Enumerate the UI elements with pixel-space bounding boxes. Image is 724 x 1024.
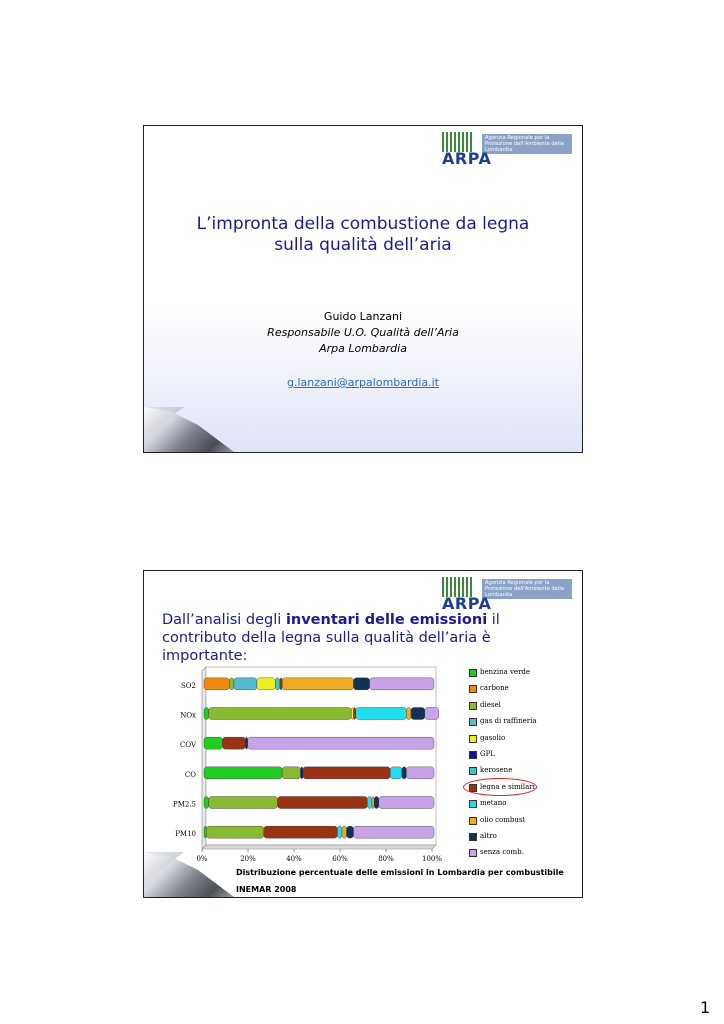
logo-wordmark: ARPA bbox=[442, 594, 492, 613]
bar-segment bbox=[275, 678, 280, 690]
logo-agency-text: Agenzia Regionale per la Protezione dell'Ambiente della Lombardia bbox=[482, 579, 572, 599]
bar-segment bbox=[342, 826, 347, 838]
bar-segment bbox=[351, 708, 353, 720]
bar-segment bbox=[347, 826, 354, 838]
bar-segment bbox=[234, 678, 257, 690]
chart-side-wall bbox=[202, 667, 206, 849]
legend-label: kerosene bbox=[480, 766, 513, 775]
bar-segment bbox=[406, 767, 434, 779]
bar-segment bbox=[206, 826, 263, 838]
bar-segment bbox=[390, 767, 402, 779]
x-tick-label: 100% bbox=[421, 855, 443, 863]
bar-segment bbox=[204, 678, 229, 690]
category-label: COV bbox=[179, 741, 196, 750]
bar-segment bbox=[257, 678, 275, 690]
bar-segment bbox=[367, 797, 372, 809]
bar-segment bbox=[282, 678, 353, 690]
bar-segment bbox=[372, 797, 374, 809]
chart-caption: Distribuzione percentuale delle emissioni in Lombardia per combustibile bbox=[236, 868, 564, 877]
author-org: Arpa Lombardia bbox=[319, 342, 407, 355]
legend-swatch bbox=[469, 849, 477, 857]
slide-emissions bbox=[143, 570, 583, 898]
bar-segment bbox=[337, 826, 342, 838]
slide-title bbox=[143, 125, 583, 453]
legend-label: carbone bbox=[480, 684, 509, 693]
legend-swatch bbox=[469, 735, 477, 743]
bar-segment bbox=[248, 737, 434, 749]
bar-segment bbox=[356, 708, 407, 720]
legend-swatch bbox=[469, 751, 477, 759]
bar-segment bbox=[209, 797, 278, 809]
author-role: Responsabile U.O. Qualità dell’Aria bbox=[267, 326, 459, 339]
bar-segment bbox=[245, 737, 247, 749]
heading-part-1: Dall’analisi degli bbox=[162, 612, 286, 628]
chart-floor bbox=[202, 845, 436, 849]
x-tick-label: 40% bbox=[286, 855, 302, 863]
legend-swatch bbox=[469, 767, 477, 775]
title-line-1: L’impronta della combustione da legna bbox=[196, 214, 530, 234]
x-tick-label: 60% bbox=[332, 855, 348, 863]
x-tick-label: 0% bbox=[196, 855, 208, 863]
bar-segment bbox=[222, 737, 245, 749]
legend-swatch bbox=[469, 685, 477, 693]
bar-segment bbox=[425, 708, 439, 720]
logo-wordmark: ARPA bbox=[442, 149, 492, 168]
bar-segment bbox=[229, 678, 234, 690]
legend-label: olio combust bbox=[480, 815, 526, 824]
bar-segment bbox=[204, 708, 209, 720]
bar-segment bbox=[354, 678, 370, 690]
author-name: Guido Lanzani bbox=[323, 310, 403, 323]
page-number: 1 bbox=[700, 998, 711, 1017]
legend-label: metano bbox=[480, 799, 507, 808]
arpa-logo bbox=[442, 132, 572, 168]
category-label: PM2.5 bbox=[172, 800, 196, 809]
bar-segment bbox=[354, 826, 435, 838]
legend-label: gas di raffineria bbox=[480, 717, 537, 726]
legend-swatch bbox=[469, 800, 477, 808]
chart-back-wall bbox=[206, 667, 436, 845]
legend-swatch bbox=[469, 817, 477, 825]
bar-segment bbox=[264, 826, 338, 838]
category-label: CO bbox=[184, 770, 196, 779]
legend-label: GPL bbox=[480, 750, 495, 758]
slide-title-text bbox=[184, 214, 542, 256]
bar-segment bbox=[301, 767, 303, 779]
legend-label: altro bbox=[480, 832, 497, 840]
legend-swatch bbox=[469, 718, 477, 726]
legend-label: legna e similari bbox=[480, 782, 535, 791]
page-curl-graphic bbox=[144, 407, 234, 452]
highlight-ellipse bbox=[463, 778, 537, 796]
bar-segment bbox=[280, 678, 282, 690]
x-tick-label: 80% bbox=[378, 855, 394, 863]
bar-segment bbox=[204, 767, 282, 779]
legend-swatch bbox=[469, 669, 477, 677]
author-block bbox=[144, 309, 582, 357]
bar-segment bbox=[204, 797, 209, 809]
legend-swatch bbox=[469, 833, 477, 841]
legend-label: diesel bbox=[480, 700, 501, 709]
bar-segment bbox=[278, 797, 368, 809]
title-line-2: sulla qualità dell’aria bbox=[274, 235, 452, 255]
heading-part-2: il contributo della legna sulla qualità dell’aria è importante: bbox=[162, 612, 500, 664]
bar-segment bbox=[374, 797, 379, 809]
bar-segment bbox=[204, 826, 206, 838]
bar-segment bbox=[204, 737, 222, 749]
email-link[interactable]: g.lanzani@arpalombardia.it bbox=[287, 376, 439, 389]
bar-segment bbox=[402, 767, 407, 779]
bar-segment bbox=[370, 678, 434, 690]
logo-agency-text: Agenzia Regionale per la Protezione dell'Ambiente della Lombardia bbox=[482, 134, 572, 154]
bar-segment bbox=[411, 708, 425, 720]
x-tick-label: 20% bbox=[240, 855, 256, 863]
bar-segment bbox=[379, 797, 434, 809]
heading-bold: inventari delle emissioni bbox=[285, 612, 488, 628]
category-label: NOx bbox=[180, 711, 196, 720]
chart-source: INEMAR 2008 bbox=[236, 885, 297, 894]
bar-segment bbox=[282, 767, 300, 779]
legend-label: benzina verde bbox=[480, 668, 531, 676]
category-label: SO2 bbox=[181, 681, 196, 690]
legend-swatch bbox=[469, 702, 477, 710]
legend-label: gasolio bbox=[480, 733, 506, 742]
bar-segment bbox=[406, 708, 411, 720]
bar-segment bbox=[354, 708, 356, 720]
bar-segment bbox=[303, 767, 390, 779]
legend-label: senza comb. bbox=[480, 848, 524, 857]
category-label: PM10 bbox=[175, 830, 196, 839]
bar-segment bbox=[209, 708, 352, 720]
